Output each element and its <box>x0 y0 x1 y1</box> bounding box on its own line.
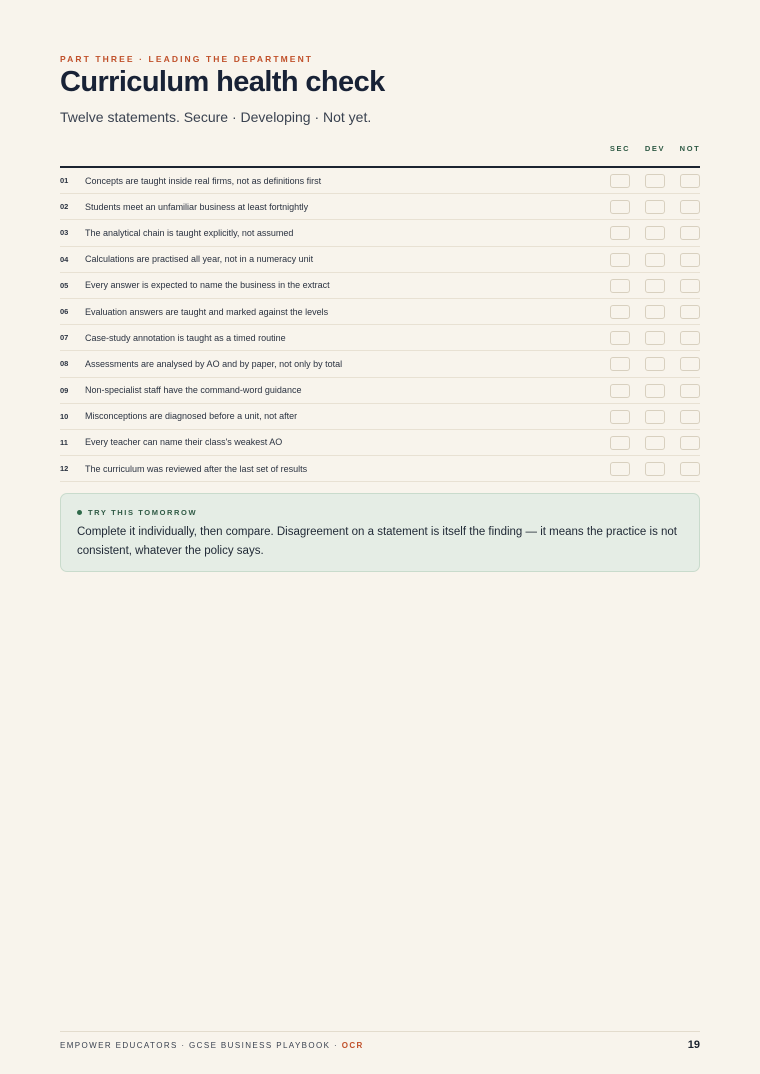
statement-number: 07 <box>60 333 69 343</box>
checkbox-secure[interactable] <box>610 226 630 240</box>
statement-number: 09 <box>60 385 69 395</box>
checkbox-developing[interactable] <box>645 279 665 293</box>
checkbox-not-yet[interactable] <box>680 305 700 319</box>
statement-number: 08 <box>60 359 69 369</box>
checkbox-secure[interactable] <box>610 436 630 450</box>
tip-label-row <box>77 508 683 517</box>
column-header-developing: DEV <box>644 144 666 153</box>
checkbox-secure[interactable] <box>610 384 630 398</box>
checkbox-secure[interactable] <box>610 253 630 267</box>
checkbox-developing[interactable] <box>645 331 665 345</box>
checkbox-secure[interactable] <box>610 174 630 188</box>
column-headers <box>60 144 700 156</box>
checkbox-developing[interactable] <box>645 384 665 398</box>
footer-text: EMPOWER EDUCATORS · GCSE BUSINESS PLAYBOOK · <box>60 1040 342 1050</box>
checkbox-secure[interactable] <box>610 200 630 214</box>
statement-number: 06 <box>60 307 69 317</box>
checkbox-not-yet[interactable] <box>680 410 700 424</box>
table-row <box>60 299 700 325</box>
table-row <box>60 456 700 482</box>
checkbox-not-yet[interactable] <box>680 174 700 188</box>
page <box>60 0 700 1074</box>
checkbox-not-yet[interactable] <box>680 384 700 398</box>
table-row <box>60 378 700 404</box>
checkbox-secure[interactable] <box>610 305 630 319</box>
checkbox-developing[interactable] <box>645 410 665 424</box>
statement-text: Concepts are taught inside real firms, not as definitions first <box>85 175 322 186</box>
statement-number: 02 <box>60 202 69 212</box>
page-subtitle: Twelve statements. Secure · Developing · Not yet. <box>60 109 372 125</box>
statement-text: Misconceptions are diagnosed before a unit, not after <box>85 411 298 422</box>
statement-text: Non-specialist staff have the command-word guidance <box>85 385 302 396</box>
checkbox-not-yet[interactable] <box>680 200 700 214</box>
checkbox-developing[interactable] <box>645 253 665 267</box>
statement-number: 04 <box>60 254 69 264</box>
footer-rule <box>60 1031 700 1032</box>
statement-text: Every teacher can name their class's weakest AO <box>85 437 283 448</box>
checkbox-secure[interactable] <box>610 279 630 293</box>
bullet-dot-icon <box>77 510 82 515</box>
footer-brand: OCR <box>341 1040 364 1050</box>
checkbox-developing[interactable] <box>645 436 665 450</box>
checkbox-secure[interactable] <box>610 357 630 371</box>
checkbox-not-yet[interactable] <box>680 253 700 267</box>
checkbox-secure[interactable] <box>610 410 630 424</box>
tip-label: TRY THIS TOMORROW <box>88 508 198 517</box>
checkbox-developing[interactable] <box>645 462 665 476</box>
statement-text: Assessments are analysed by AO and by paper, not only by total <box>85 358 343 369</box>
checkbox-developing[interactable] <box>645 200 665 214</box>
checkbox-not-yet[interactable] <box>680 279 700 293</box>
statement-number: 10 <box>60 411 69 421</box>
table-row <box>60 404 700 430</box>
statement-text: Evaluation answers are taught and marked against the levels <box>85 306 329 317</box>
statement-text: The curriculum was reviewed after the last set of results <box>85 463 308 474</box>
column-header-secure: SEC <box>609 144 631 153</box>
page-number: 19 <box>687 1039 700 1051</box>
section-eyebrow: PART THREE · LEADING THE DEPARTMENT <box>60 54 314 64</box>
checkbox-not-yet[interactable] <box>680 462 700 476</box>
checkbox-not-yet[interactable] <box>680 331 700 345</box>
statement-number: 01 <box>60 176 69 186</box>
statement-text: Students meet an unfamiliar business at least fortnightly <box>85 201 309 212</box>
footer-credit <box>60 1041 364 1050</box>
statement-text: Every answer is expected to name the business in the extract <box>85 280 330 291</box>
checkbox-developing[interactable] <box>645 357 665 371</box>
checkbox-not-yet[interactable] <box>680 436 700 450</box>
checkbox-not-yet[interactable] <box>680 357 700 371</box>
table-row <box>60 247 700 273</box>
tip-text: Complete it individually, then compare. Disagreement on a statement is itself the finding — it means the practice is not consistent, whatever the policy says. <box>77 526 677 557</box>
page-title: Curriculum health check <box>60 66 385 98</box>
table-row <box>60 325 700 351</box>
table-row <box>60 273 700 299</box>
table-row <box>60 168 700 194</box>
table-row <box>60 430 700 456</box>
checkbox-developing[interactable] <box>645 226 665 240</box>
column-header-not-yet: NOT <box>679 144 701 153</box>
statement-table <box>60 168 700 482</box>
statement-text: The analytical chain is taught explicitly, not assumed <box>85 227 294 238</box>
checkbox-secure[interactable] <box>610 331 630 345</box>
tip-callout <box>60 493 700 572</box>
statement-number: 11 <box>60 437 68 447</box>
checkbox-developing[interactable] <box>645 174 665 188</box>
statement-text: Calculations are practised all year, not in a numeracy unit <box>85 254 314 265</box>
checkbox-not-yet[interactable] <box>680 226 700 240</box>
table-row <box>60 351 700 377</box>
statement-number: 05 <box>60 280 69 290</box>
table-row <box>60 194 700 220</box>
checkbox-secure[interactable] <box>610 462 630 476</box>
statement-number: 03 <box>60 228 69 238</box>
footer <box>60 1039 700 1051</box>
table-row <box>60 220 700 246</box>
statement-number: 12 <box>60 464 69 474</box>
statement-text: Case-study annotation is taught as a timed routine <box>85 332 286 343</box>
checkbox-developing[interactable] <box>645 305 665 319</box>
